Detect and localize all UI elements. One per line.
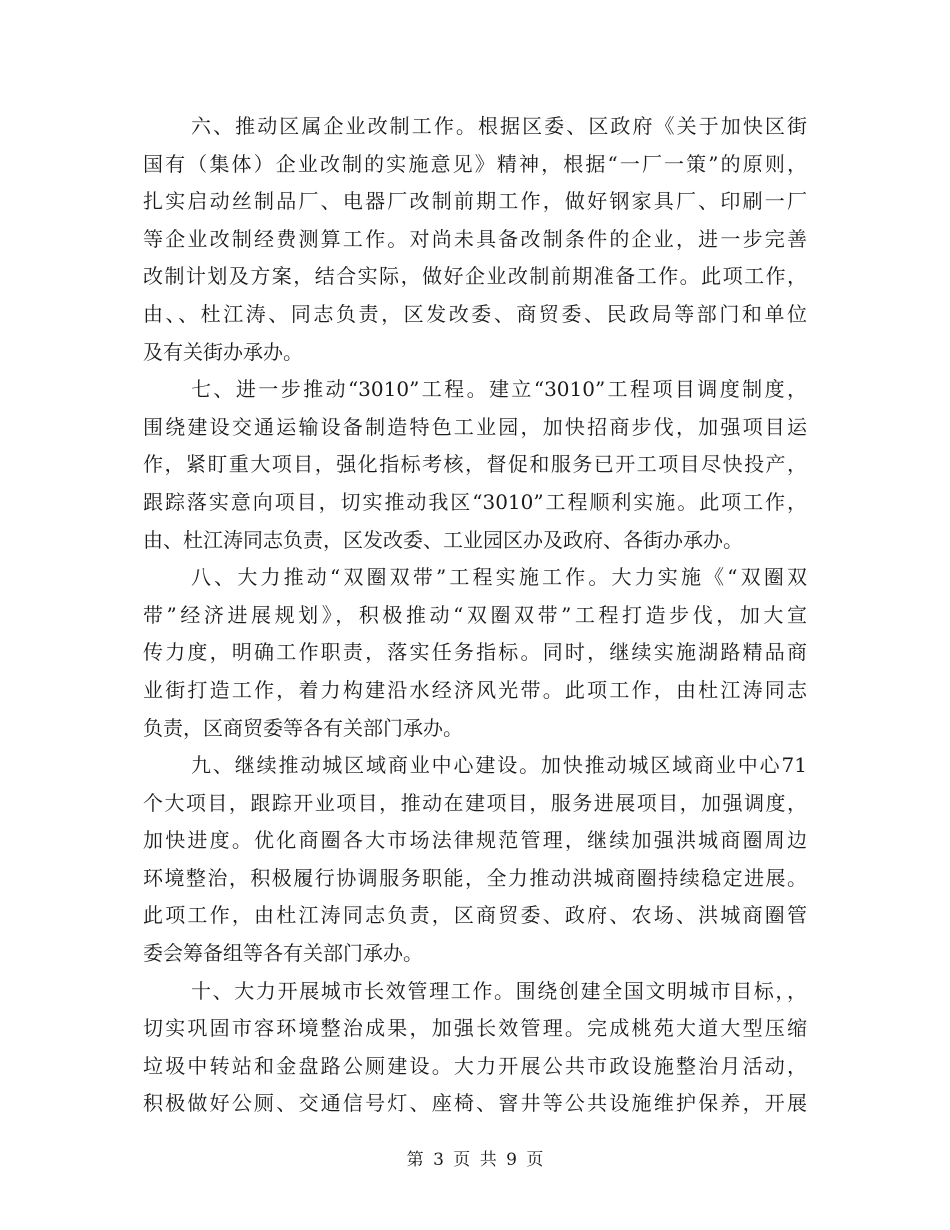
paragraph-6 bbox=[143, 108, 807, 371]
paragraph-9 bbox=[143, 747, 807, 973]
text-line: 及有关街办承办。 bbox=[143, 339, 303, 364]
text-line: 垃圾中转站和金盘路公厕建设。大力开展公共市政设施整治月活动， bbox=[143, 1053, 807, 1078]
text-line: 传力度，明确工作职责，落实任务指标。同时，继续实施湖路精品商 bbox=[143, 640, 807, 665]
text-line: 围绕建设交通运输设备制造特色工业园，加快招商步伐，加强项目运 bbox=[143, 414, 807, 439]
text-line: 此项工作，由杜江涛同志负责，区商贸委、政府、农场、洪城商圈管 bbox=[143, 903, 807, 928]
text-line: 改制计划及方案，结合实际，做好企业改制前期准备工作。此项工作， bbox=[143, 264, 807, 289]
paragraph-7 bbox=[143, 371, 807, 559]
text-line: 委会筹备组等各有关部门承办。 bbox=[143, 941, 423, 966]
text-line: 带”经济进展规划》，积极推动“双圈双带”工程打造步伐，加大宣 bbox=[143, 602, 807, 627]
text-line: 由、、杜江涛、同志负责，区发改委、商贸委、民政局等部门和单位 bbox=[143, 301, 807, 326]
page-number-footer: 第 3 页 共 9 页 bbox=[406, 1150, 544, 1170]
text-line: 加快进度。优化商圈各大市场法律规范管理，继续加强洪城商圈周边 bbox=[143, 828, 807, 853]
text-line: 由、杜江涛同志负责，区发改委、工业园区办及政府、各街办承办。 bbox=[143, 527, 743, 552]
text-line: 切实巩固市容环境整治成果，加强长效管理。完成桃苑大道大型压缩 bbox=[143, 1016, 807, 1041]
text-line: 八、大力推动“双圈双带”工程实施工作。大力实施《“双圈双 bbox=[191, 565, 807, 590]
text-line: 九、继续推动城区域商业中心建设。加快推动城区域商业中心71 bbox=[191, 753, 807, 778]
text-line: 业街打造工作，着力构建沿水经济风光带。此项工作，由杜江涛同志 bbox=[143, 677, 807, 702]
text-line: 跟踪落实意向项目，切实推动我区“3010”工程顺利实施。此项工作， bbox=[143, 489, 807, 514]
document-body bbox=[143, 108, 807, 1123]
text-line: 扎实启动丝制品厂、电器厂改制前期工作，做好钢家具厂、印刷一厂 bbox=[143, 189, 807, 214]
text-line: 六、推动区属企业改制工作。根据区委、区政府《关于加快区街 bbox=[191, 114, 807, 138]
text-line: 个大项目，跟踪开业项目，推动在建项目，服务进展项目，加强调度， bbox=[143, 790, 807, 815]
text-line: 积极做好公厕、交通信号灯、座椅、窨井等公共设施维护保养，开展 bbox=[143, 1091, 807, 1116]
text-line: 十、大力开展城市长效管理工作。围绕创建全国文明城市目标，， bbox=[191, 978, 807, 1003]
paragraph-10 bbox=[143, 973, 807, 1123]
text-line: 负责，区商贸委等各有关部门承办。 bbox=[143, 715, 463, 740]
text-line: 环境整治，积极履行协调服务职能，全力推动洪城商圈持续稳定进展。 bbox=[143, 865, 807, 890]
text-line: 国有（集体）企业改制的实施意见》精神，根据“一厂一策”的原则， bbox=[143, 151, 807, 176]
paragraph-8 bbox=[143, 559, 807, 747]
text-line: 作，紧盯重大项目，强化指标考核，督促和服务已开工项目尽快投产， bbox=[143, 452, 807, 477]
text-line: 七、进一步推动“3010”工程。建立“3010”工程项目调度制度， bbox=[191, 377, 807, 402]
text-line: 等企业改制经费测算工作。对尚未具备改制条件的企业，进一步完善 bbox=[143, 226, 807, 251]
